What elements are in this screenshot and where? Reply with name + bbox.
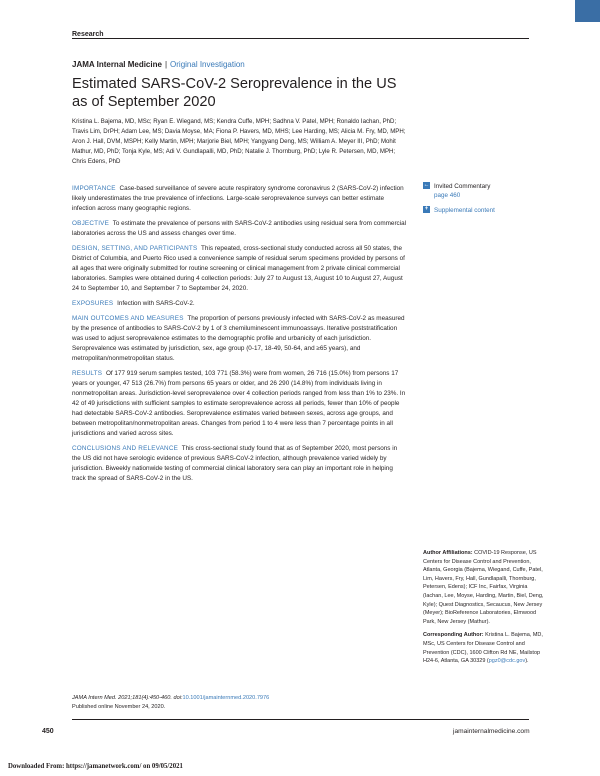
- abstract-conclusions: CONCLUSIONS AND RELEVANCE This cross-sectional study found that as of September 2020, most persons in the US did not have serologic evidence of previous SARS-CoV-2 infection, although prevalence varied widely by jurisdiction. Biweekly nationwide testing of commercial clinical laboratory sera can play an important role in helping track the spread of SARS-CoV-2 in the US.: [72, 445, 398, 482]
- abstract: [72, 184, 407, 489]
- author-affiliations: [423, 549, 548, 671]
- journal-website[interactable]: jamainternalmedicine.com: [453, 728, 530, 735]
- citation: [72, 694, 372, 712]
- corresponding-email[interactable]: pgz0@cdc.gov: [488, 658, 526, 665]
- affiliations-text: COVID-19 Response, US Centers for Disease Control and Prevention, Atlanta, Georgia (Bajema, Wiegand, Cuffe, Patel, Lim, Havers, Fry, Hall, Gundlapalli, Thornburg, Petersen, Edens); ICF Inc, Fairfax, Virginia (Iachan, Lee, Moyse, Harding, Martin, Biel, Deng, Kyle); Quest Diagnostics, Secaucus, New Jersey (Meyer); BioReference Laboratories, Elmwood Park, New Jersey (Mathur).: [423, 550, 544, 625]
- corresponding-heading: Corresponding Author:: [423, 632, 484, 639]
- section-label: Research: [72, 31, 104, 38]
- author-list: Kristina L. Bajema, MD, MSc; Ryan E. Wiegand, MS; Kendra Cuffe, MPH; Sadhna V. Patel, MPH; Ronaldo Iachan, PhD; Travis Lim, DrPH; Adam Lee, MS; Davia Moyse, MA; Fiona P. Havers, MD, MHS; Lee Harding, MS; Alicia M. Fry, MD, MPH; Aron J. Hall, DVM, MSPH; Kelly Martin, MPH; Marjorie Biel, MPH; Yangyang Deng, MS; William A. Meyer III, PhD; Mohit Mathur, MD, PhD; Tonja Kyle, MS; Adi V. Gundlapalli, MD, PhD; Natalie J. Thornburg, PhD; Lyle R. Petersen, MD, MPH; Chris Edens, PhD: [72, 118, 406, 165]
- invited-commentary-page: page 460: [434, 192, 461, 199]
- citation-text: JAMA Intern Med. 2021;181(4):450-460. doi:: [72, 695, 183, 701]
- journal-line: [72, 60, 245, 69]
- plus-icon: +: [424, 206, 429, 212]
- abstract-design: DESIGN, SETTING, AND PARTICIPANTS This repeated, cross-sectional study conducted across all 50 states, the District of Columbia, and Puerto Rico used a convenience sample of residual serum specimens provided by persons of all ages that were originally submitted for routine screening or clinical management from 2 private clinical commercial laboratories. Samples were obtained during 4 collection periods: July 27 to August 13, August 10 to August 27, August 24 to September 10, and September 7 to September 24, 2020.: [72, 245, 405, 292]
- article-title: Estimated SARS-CoV-2 Seroprevalence in the US as of September 2020: [72, 76, 397, 110]
- published-date: Published online November 24, 2020.: [72, 704, 166, 710]
- commentary-arrow-icon: ←: [423, 182, 430, 188]
- download-notice: Downloaded From: https://jamanetwork.com/ on 09/05/2021: [8, 763, 183, 770]
- supplemental-content-label: Supplemental content: [434, 207, 495, 214]
- journal-name: JAMA Internal Medicine: [72, 60, 162, 69]
- page-number: 450: [42, 728, 54, 735]
- journal-separator: |: [164, 60, 168, 69]
- citation-doi[interactable]: 10.1001/jamainternmed.2020.7976: [182, 695, 270, 701]
- supplemental-content-link[interactable]: [423, 206, 495, 215]
- corresponding-text: Kristina L. Bajema, MD, MSc, US Centers for Disease Control and Prevention (CDC), 1600 Clifton Rd NE, Mailstop H24-6, Atlanta, GA 30329 (: [423, 632, 543, 665]
- corner-tab: [575, 0, 600, 22]
- abstract-exposures: EXPOSURES Infection with SARS-CoV-2.: [72, 300, 195, 307]
- abstract-objective: OBJECTIVE To estimate the prevalence of persons with SARS-CoV-2 antibodies using residual sera from commercial laboratories across the US and assess changes over time.: [72, 220, 407, 237]
- abstract-outcomes: MAIN OUTCOMES AND MEASURES The proportion of persons previously infected with SARS-CoV-2 as measured by the presence of antibodies to SARS-CoV-2 by 1 of 3 chemiluminescent immunoassays. Iterative poststratification was used to adjust seroprevalence estimates to the demographic profile and urbanicity of each jurisdiction. Seroprevalence was estimated by jurisdiction, sex, age group (0-17, 18-49, 50-64, and ≥65 years), and metropolitan/nonmetropolitan status.: [72, 315, 405, 362]
- bottom-divider: [72, 719, 529, 720]
- affiliations-heading: Author Affiliations:: [423, 550, 473, 556]
- corresponding-end: ).: [525, 658, 529, 665]
- invited-commentary-title: Invited Commentary: [434, 183, 491, 190]
- invited-commentary-link[interactable]: [423, 182, 490, 200]
- abstract-results: RESULTS Of 177 919 serum samples tested, 103 771 (58.3%) were from women, 26 716 (15.0%) from persons 17 years or younger, 47 513 (26.7%) from persons 65 years or older, and 26 290 (14.8%) from individuals living in nonmetropolitan areas. Jurisdiction-level seroprevalence over 4 collection periods ranged from less than 1% to 23%. In 42 of 49 jurisdictions with sufficient samples to estimate seroprevalence across all periods, fewer than 10% of people had detectable SARS-CoV-2 antibodies. Seroprevalence estimates varied between sexes, across age groups, and between metropolitan/nonmetropolitan areas. Changes from period 1 to 4 were less than 7 percentage points in all jurisdictions and varied across sites.: [72, 370, 406, 437]
- article-category: Original Investigation: [170, 60, 245, 69]
- top-divider: [72, 38, 529, 39]
- abstract-importance: IMPORTANCE Case-based surveillance of severe acute respiratory syndrome coronavirus 2 (SARS-CoV-2) infection likely underestimates the true prevalence of infections. Large-scale seroprevalence surveys can better estimate infection across many geographic regions.: [72, 185, 404, 212]
